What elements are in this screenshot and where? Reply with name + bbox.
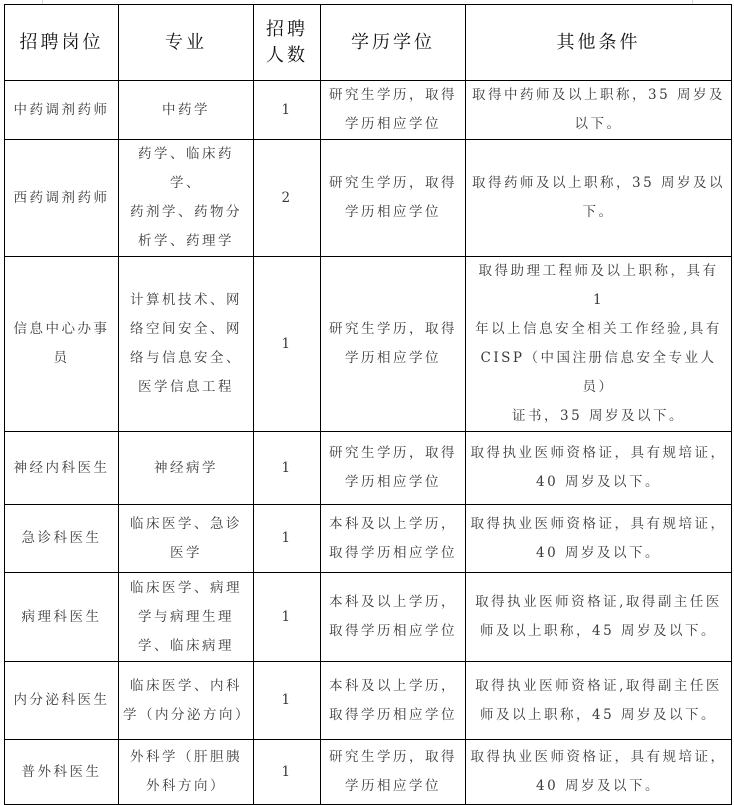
cell-position xyxy=(5,505,119,573)
cell-education-line: 学历相应学位 xyxy=(345,350,441,366)
table-row xyxy=(5,81,732,140)
table-row xyxy=(5,740,732,805)
cell-other xyxy=(466,257,732,432)
cell-education-line: 本科及以上学历， xyxy=(329,515,457,532)
cell-major-line: 药剂学、药物分 xyxy=(130,204,242,220)
cell-other-line: 师及以上职称，45 周岁及以下。 xyxy=(480,623,717,639)
cell-other xyxy=(466,662,732,740)
cell-education xyxy=(321,140,466,257)
cell-major-line: 神经病学 xyxy=(154,459,218,476)
header-count xyxy=(254,5,321,81)
cell-position-line: 员 xyxy=(53,350,70,366)
cell-major xyxy=(119,81,254,140)
cell-major xyxy=(119,740,254,805)
cell-major-line: 医学信息工程 xyxy=(138,379,234,395)
cell-position-line: 急诊科医生 xyxy=(21,530,102,546)
cell-education-line: 学历相应学位 xyxy=(345,116,441,132)
cell-major xyxy=(119,505,254,573)
cell-other-line: 取得执业医师资格证,取得副主任医 xyxy=(475,594,722,610)
cell-position-line: 中药调剂药师 xyxy=(13,101,110,118)
recruitment-table xyxy=(4,4,732,805)
cell-other-line: 取得执业医师资格证,取得副主任医 xyxy=(475,677,722,694)
cell-other-line: 以下。 xyxy=(574,116,623,132)
table-row xyxy=(5,573,732,662)
cell-education-line: 本科及以上学历， xyxy=(329,594,457,610)
cell-major-line: 学与病理生理 xyxy=(138,608,234,625)
cell-other-line: 40 周岁及以下。 xyxy=(536,778,661,794)
cell-education xyxy=(321,740,466,805)
cell-education-line: 研究生学历，取得 xyxy=(329,749,457,765)
cell-major xyxy=(119,662,254,740)
cell-position-line: 病理科医生 xyxy=(21,608,102,625)
cell-position xyxy=(5,257,119,432)
table-row xyxy=(5,432,732,505)
cell-education-line: 取得学历相应学位 xyxy=(329,544,457,561)
cell-position-line: 信息中心办事 xyxy=(13,321,110,337)
cell-count: 1 xyxy=(254,740,321,805)
cell-position xyxy=(5,573,119,662)
cell-position xyxy=(5,81,119,140)
cell-other xyxy=(466,140,732,257)
cell-other-line: 取得中药师及以上职称，35 周岁及 xyxy=(472,87,725,103)
cell-other xyxy=(466,432,732,505)
header-row xyxy=(5,5,732,81)
cell-position xyxy=(5,432,119,505)
cell-other-line: 下。 xyxy=(582,204,615,220)
cell-other-line: 40 周岁及以下。 xyxy=(536,544,661,561)
cell-education-line: 研究生学历，取得 xyxy=(329,87,457,103)
cell-education xyxy=(321,505,466,573)
cell-education xyxy=(321,81,466,140)
cell-education xyxy=(321,573,466,662)
cell-major xyxy=(119,257,254,432)
table-row xyxy=(5,140,732,257)
cell-other-line: 取得执业医师资格证，具有规培证， xyxy=(470,515,727,532)
cell-education-line: 取得学历相应学位 xyxy=(329,706,457,723)
cell-education-line: 学历相应学位 xyxy=(345,204,441,220)
cell-other xyxy=(466,573,732,662)
cell-major xyxy=(119,140,254,257)
cell-major-line: 析学、药理学 xyxy=(138,233,234,249)
cell-major xyxy=(119,432,254,505)
cell-position xyxy=(5,140,119,257)
cell-position-line: 西药调剂药师 xyxy=(13,189,110,206)
cell-major-line: 药学、临床药学、 xyxy=(138,146,234,191)
cell-position-line: 神经内科医生 xyxy=(13,459,110,476)
header-major: 专业 xyxy=(119,5,254,81)
header-count-line1: 招聘 xyxy=(266,18,308,40)
cell-position-line: 普外科医生 xyxy=(21,763,102,780)
cell-other xyxy=(466,505,732,573)
cell-major-line: 临床医学、急诊 xyxy=(130,515,242,532)
cell-major-line: 外科学（肝胆胰 xyxy=(130,749,242,765)
cell-count: 2 xyxy=(254,140,321,257)
cell-count: 1 xyxy=(254,81,321,140)
cell-education-line: 本科及以上学历， xyxy=(329,677,457,694)
cell-education-line: 学历相应学位 xyxy=(345,474,441,490)
cell-count: 1 xyxy=(254,432,321,505)
cell-count: 1 xyxy=(254,662,321,740)
cell-major-line: 医学 xyxy=(170,544,202,561)
cell-major-line: 计算机技术、网 xyxy=(130,292,242,308)
cell-other-line: 取得助理工程师及以上职称，具有 1 xyxy=(478,263,719,308)
cell-major-line: 外科方向） xyxy=(146,778,226,794)
cell-other-line: 40 周岁及以下。 xyxy=(536,474,661,490)
cell-major-line: 络空间安全、网 xyxy=(130,321,242,337)
cell-education-line: 研究生学历，取得 xyxy=(329,321,457,337)
header-count-line2: 人数 xyxy=(266,44,308,66)
cell-other-line: CISP（中国注册信息安全专业人员） xyxy=(480,350,717,395)
table-row xyxy=(5,257,732,432)
cell-major-line: 中药学 xyxy=(162,101,210,118)
cell-major-line: 学（内分泌方向） xyxy=(123,706,251,723)
cell-position-line: 内分泌科医生 xyxy=(13,692,110,708)
cell-other-line: 年以上信息安全相关工作经验,具有 xyxy=(475,321,722,337)
cell-major-line: 络与信息安全、 xyxy=(130,350,242,366)
cell-education xyxy=(321,257,466,432)
cell-position xyxy=(5,662,119,740)
cell-other-line: 取得执业医师资格证，具有规培证， xyxy=(470,749,727,765)
header-position: 招聘岗位 xyxy=(5,5,119,81)
cell-count: 1 xyxy=(254,257,321,432)
table-row xyxy=(5,662,732,740)
cell-other-line: 取得药师及以上职称，35 周岁及以 xyxy=(472,175,725,191)
cell-major-line: 临床医学、病理 xyxy=(130,579,242,596)
cell-other xyxy=(466,81,732,140)
cell-education-line: 研究生学历，取得 xyxy=(329,175,457,191)
cell-count: 1 xyxy=(254,505,321,573)
cell-other-line: 证书，35 周岁及以下。 xyxy=(512,408,685,424)
cell-major xyxy=(119,573,254,662)
cell-education xyxy=(321,432,466,505)
cell-other xyxy=(466,740,732,805)
cell-education xyxy=(321,662,466,740)
table-body xyxy=(5,81,732,805)
header-other: 其他条件 xyxy=(466,5,732,81)
cell-position xyxy=(5,740,119,805)
cell-education-line: 学历相应学位 xyxy=(345,778,441,794)
cell-education-line: 取得学历相应学位 xyxy=(329,623,457,639)
cell-major-line: 临床医学、内科 xyxy=(130,677,242,694)
cell-other-line: 师及以上职称，45 周岁及以下。 xyxy=(480,706,717,723)
table-row xyxy=(5,505,732,573)
cell-count: 1 xyxy=(254,573,321,662)
cell-education-line: 研究生学历，取得 xyxy=(329,445,457,461)
header-education: 学历学位 xyxy=(321,5,466,81)
cell-major-line: 学、临床病理 xyxy=(138,637,234,654)
cell-other-line: 取得执业医师资格证，具有规培证， xyxy=(470,445,727,461)
